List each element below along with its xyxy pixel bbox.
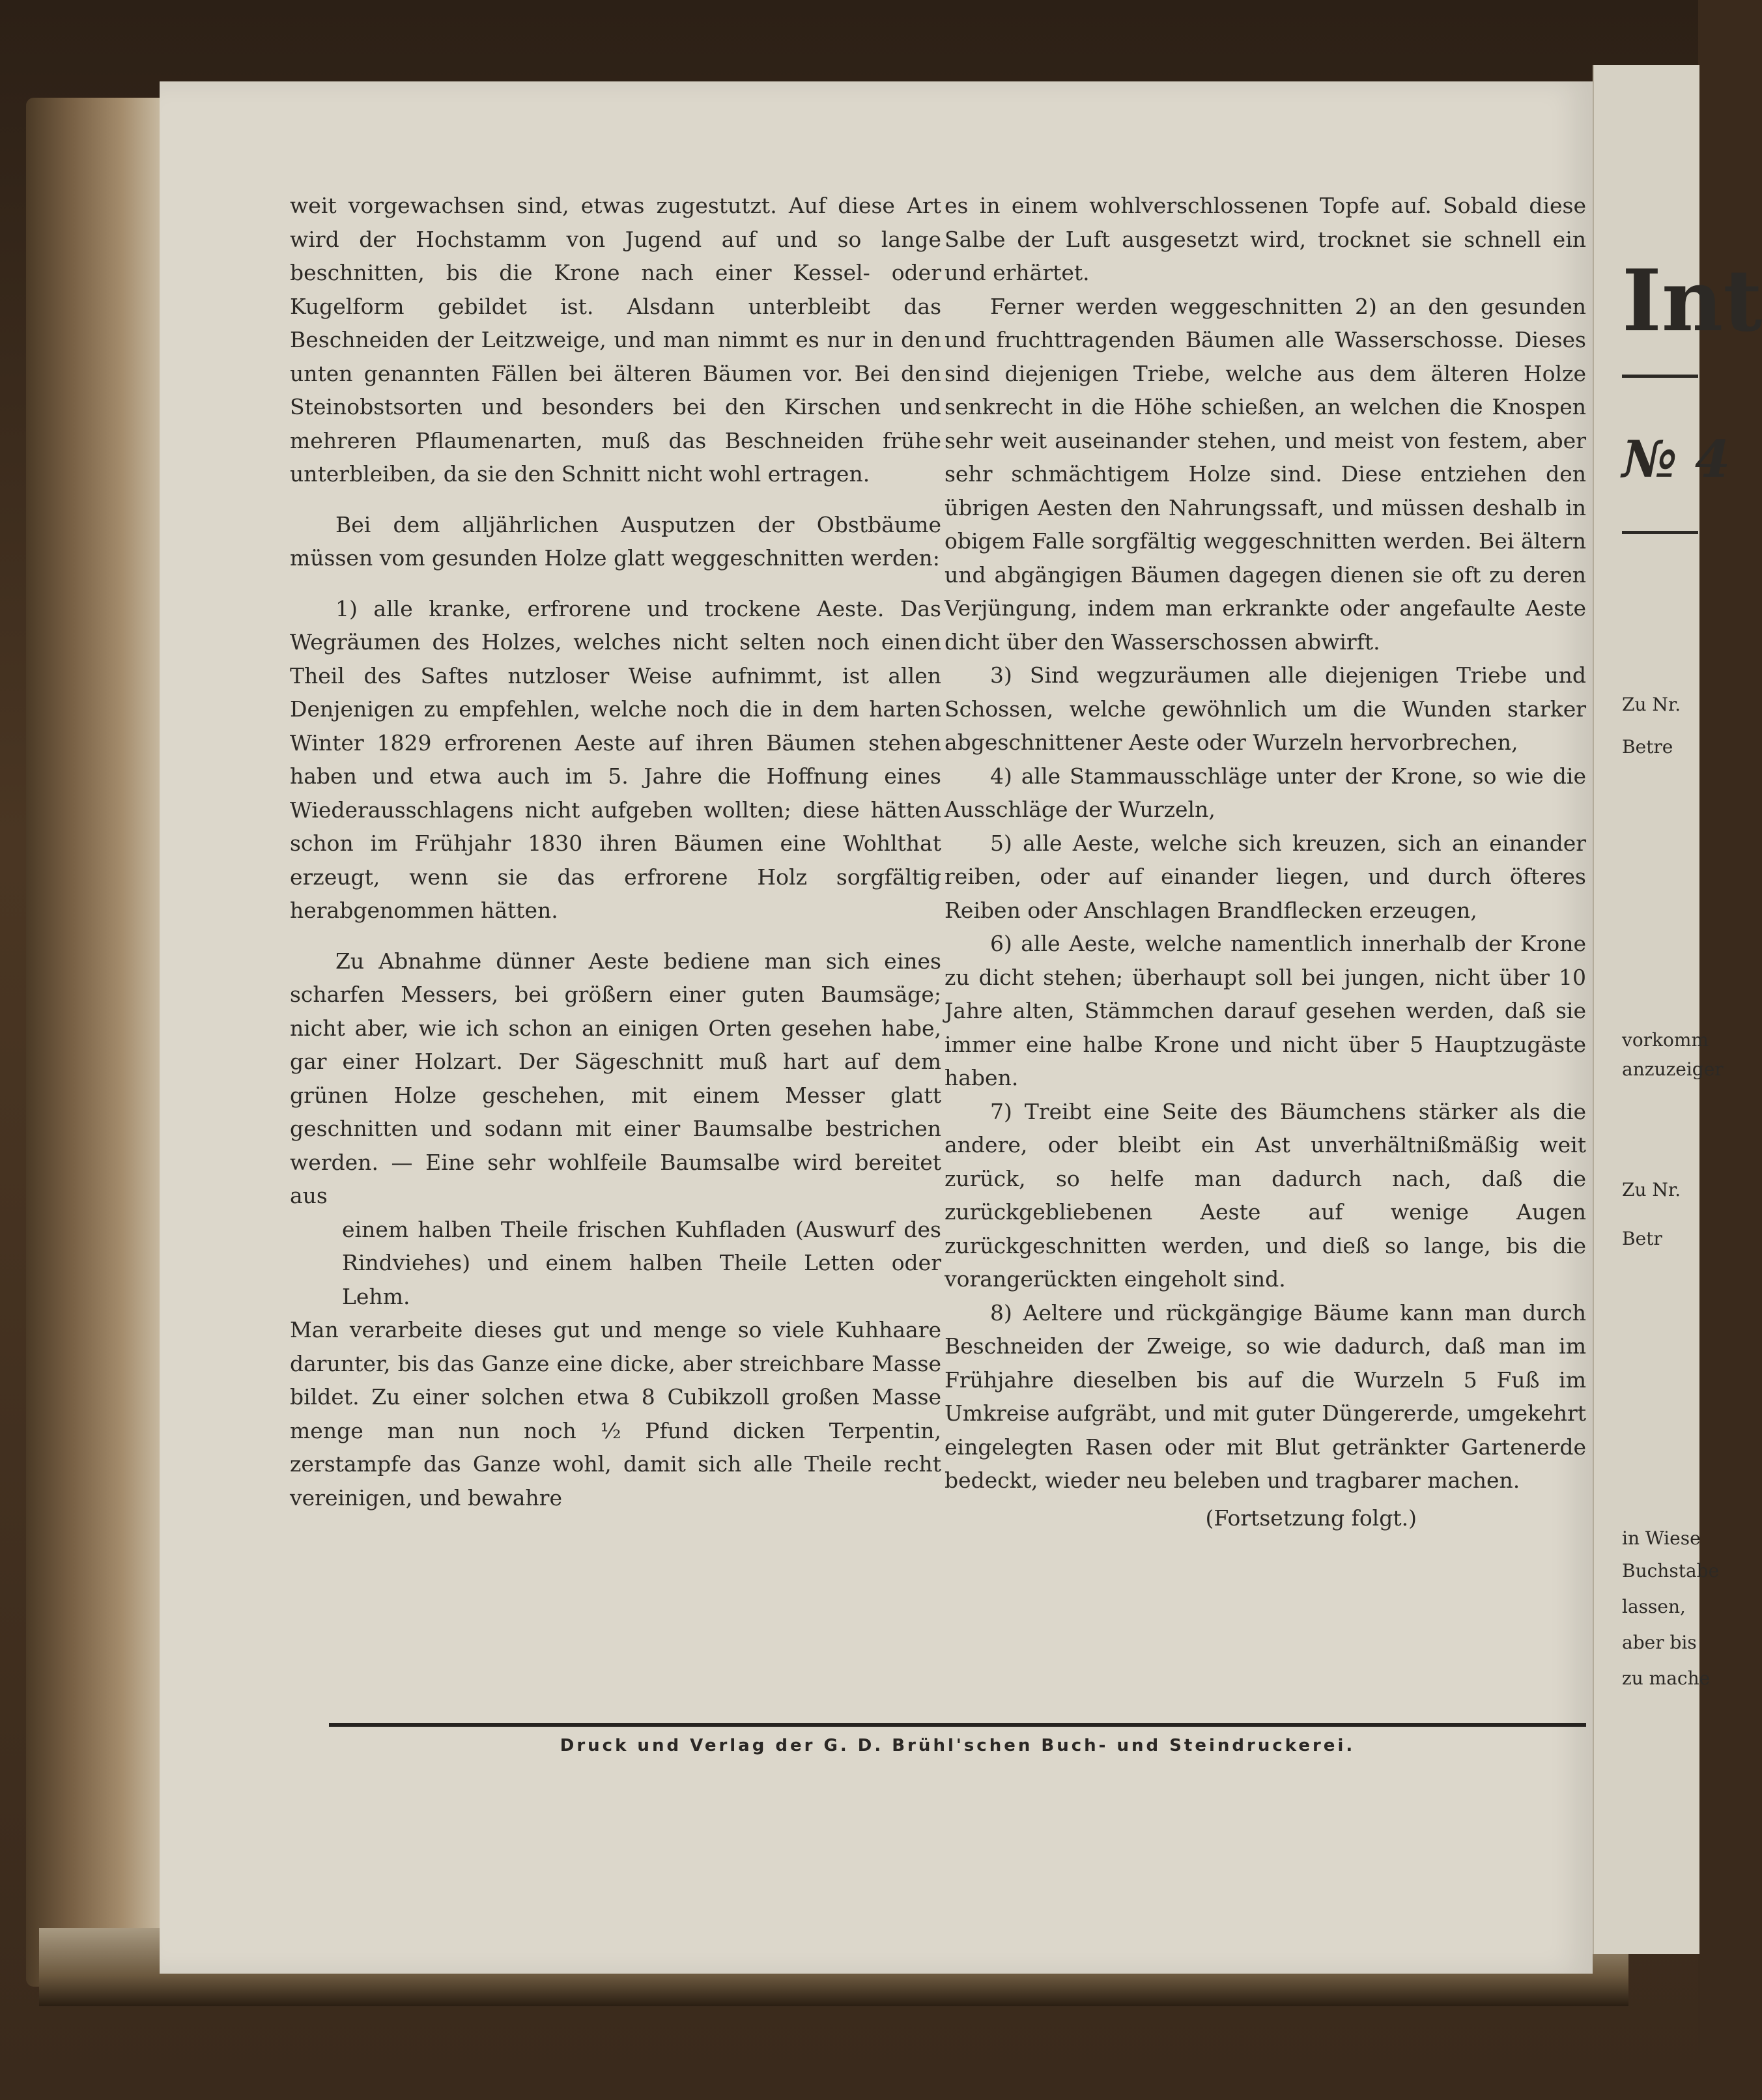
list-item-4-trunk-shoots: 4) alle Stammausschläge unter der Krone, so wie die Ausschläge der Wurzeln, <box>945 763 1586 822</box>
right-page-snippet: zu mache <box>1622 1667 1711 1689</box>
continued-note: (Fortsetzung folgt.) <box>1205 1505 1417 1531</box>
right-page-snippet: vorkomm <box>1622 1029 1709 1051</box>
right-page-snippet: aber bis <box>1622 1632 1697 1653</box>
paragraph-storage: es in einem wohlverschlossenen Topfe auf. Sobald diese Salbe der Luft ausgesetzt wird, trocknet sie schnell ein und erhärtet. <box>945 193 1586 285</box>
paragraph-annual-cleanup: Bei dem alljährlichen Ausputzen der Obstbäume müssen vom gesunden Holze glatt weggeschnitten werden: <box>290 511 941 571</box>
list-item-6-dense-crown: 6) alle Aeste, welche namentlich innerhalb der Krone zu dicht stehen; überhaupt soll bei jungen, nicht über 10 Jahre alten, Stämmchen darauf gesehen werden, daß sie immer eine halbe Krone und nicht über 5 Hauptzugäste haben. <box>945 931 1586 1090</box>
right-text-column <box>945 189 1586 1556</box>
right-page-snippet: Zu Nr. <box>1622 694 1681 715</box>
right-page-snippet: Zu Nr. <box>1622 1179 1681 1200</box>
book-spine <box>26 98 163 1987</box>
left-text-column <box>290 189 941 1514</box>
right-page-rule <box>1622 531 1698 534</box>
list-item-7-uneven-growth: 7) Treibt eine Seite des Bäumchens stärker als die andere, oder bleibt ein Ast unverhältnißmäßig weit zurück, so helfe man dadurch nach, daß die zurückgebliebenen Aeste auf wenige Augen zurückgeschnitten werden, und dieß so lange, bis die vorangerückten eingeholt sind. <box>945 1098 1586 1292</box>
right-page-title-fragment: Int <box>1622 251 1762 350</box>
right-page-snippet: Betre <box>1622 736 1673 758</box>
list-item-5-crossing-branches: 5) alle Aeste, welche sich kreuzen, sich an einander reiben, oder auf einander liegen, und durch öfteres Reiben oder Anschlagen Brandflecken erzeugen, <box>945 830 1586 923</box>
recipe-ingredients: einem halben Theile frischen Kuhfladen (Auswurf des Rindviehes) und einem halben Theile Letten oder Lehm. <box>342 1216 941 1309</box>
right-page-snippet: anzuzeiger <box>1622 1058 1724 1080</box>
footer-rule <box>329 1723 1586 1727</box>
list-item-3-shoots: 3) Sind wegzuräumen alle diejenigen Triebe und Schossen, welche gewöhnlich um die Wunden starker abgeschnittener Aeste oder Wurzeln hervorbrechen, <box>945 662 1586 755</box>
list-item-8-old-trees: 8) Aeltere und rückgängige Bäume kann man durch Beschneiden der Zweige, so wie dadurch, daß man im Frühjahre dieselben bis auf die Wurzeln 5 Fuß im Umkreise aufgräbt, und mit guter Düngererde, umgekehrt eingelegten Rasen oder mit Blut getränkter Gartenerde bedeckt, wieder neu beleben und tragbarer machen. <box>945 1299 1586 1493</box>
list-item-2-water-shoots: Ferner werden weggeschnitten 2) an den gesunden und fruchttragenden Bäumen alle Wasserschosse. Dieses sind diejenigen Triebe, welche aus dem älteren Holze senkrecht in die Höhe schießen, an welchen die Knospen sehr weit auseinander stehen, und meist von festem, aber sehr schmächtigem Holze sind. Diese entziehen den übrigen Aesten den Nahrungssaft, und müssen deshalb in obigem Falle sorgfältig weggeschnitten werden. Bei ältern und abgängigen Bäumen dagegen dienen sie oft zu deren Verjüngung, indem man erkrankte oder angefaulte Aeste dicht über den Wasserschossen abwirft. <box>945 293 1586 655</box>
printer-imprint: Druck und Verlag der G. D. Brühl'schen Buch- und Steindruckerei. <box>560 1736 1356 1755</box>
right-page-snippet: lassen, <box>1622 1596 1686 1617</box>
list-item-1-dead-branches: 1) alle kranke, erfrorene und trockene Aeste. Das Wegräumen des Holzes, welches nicht selten noch einen Theil des Saftes nutzloser Weise aufnimmt, ist allen Denjenigen zu empfehlen, welche noch die in dem harten Winter 1829 erfrorenen Aeste auf ihren Bäumen stehen haben und etwa auch im 5. Jahre die Hoffnung eines Wiederausschlagens nicht aufgeben wollten; diese hätten schon im Frühjahr 1830 ihren Bäumen eine Wohlthat erzeugt, wenn sie das erfrorene Holz sorgfältig herabgenommen hätten. <box>290 595 941 923</box>
right-page-rule <box>1622 375 1698 378</box>
right-page-snippet: Betr <box>1622 1228 1662 1249</box>
right-page-snippet: Buchstabe <box>1622 1560 1720 1582</box>
right-page-number-fragment: № 4 <box>1622 430 1731 489</box>
paragraph-tools: Zu Abnahme dünner Aeste bediene man sich eines scharfen Messers, bei größern einer guten Baumsäge; nicht aber, wie ich schon an einigen Orten gesehen habe, gar einer Holzart. Der Sägeschnitt muß hart auf dem grünen Holze geschehen, mit einem Messer glatt geschnitten und sodann mit einer Baumsalbe bestrichen werden. — Eine sehr wohlfeile Baumsalbe wird bereitet aus <box>290 948 941 1208</box>
paragraph-pruning-method: weit vorgewachsen sind, etwas zugestutzt. Auf diese Art wird der Hochstamm von Jugend auf und so lange beschnitten, bis die Krone nach einer Kessel- oder Kugelform gebildet ist. Alsdann unterbleibt das Beschneiden der Leitzweige, und man nimmt es nur in den unten genannten Fällen bei älteren Bäumen vor. Bei den Steinobstsorten und besonders bei den Kirschen und mehreren Pflaumenarten, muß das Beschneiden frühe unterbleiben, da sie den Schnitt nicht wohl ertragen. <box>290 193 941 487</box>
paragraph-preparation: Man verarbeite dieses gut und menge so viele Kuhhaare darunter, bis das Ganze eine dicke, aber streichbare Masse bildet. Zu einer solchen etwa 8 Cubikzoll großen Masse menge man nun noch ½ Pfund dicken Terpentin, zerstampfe das Ganze wohl, damit sich alle Theile recht vereinigen, und bewahre <box>290 1317 941 1511</box>
right-page-snippet: in Wiese <box>1622 1527 1701 1549</box>
